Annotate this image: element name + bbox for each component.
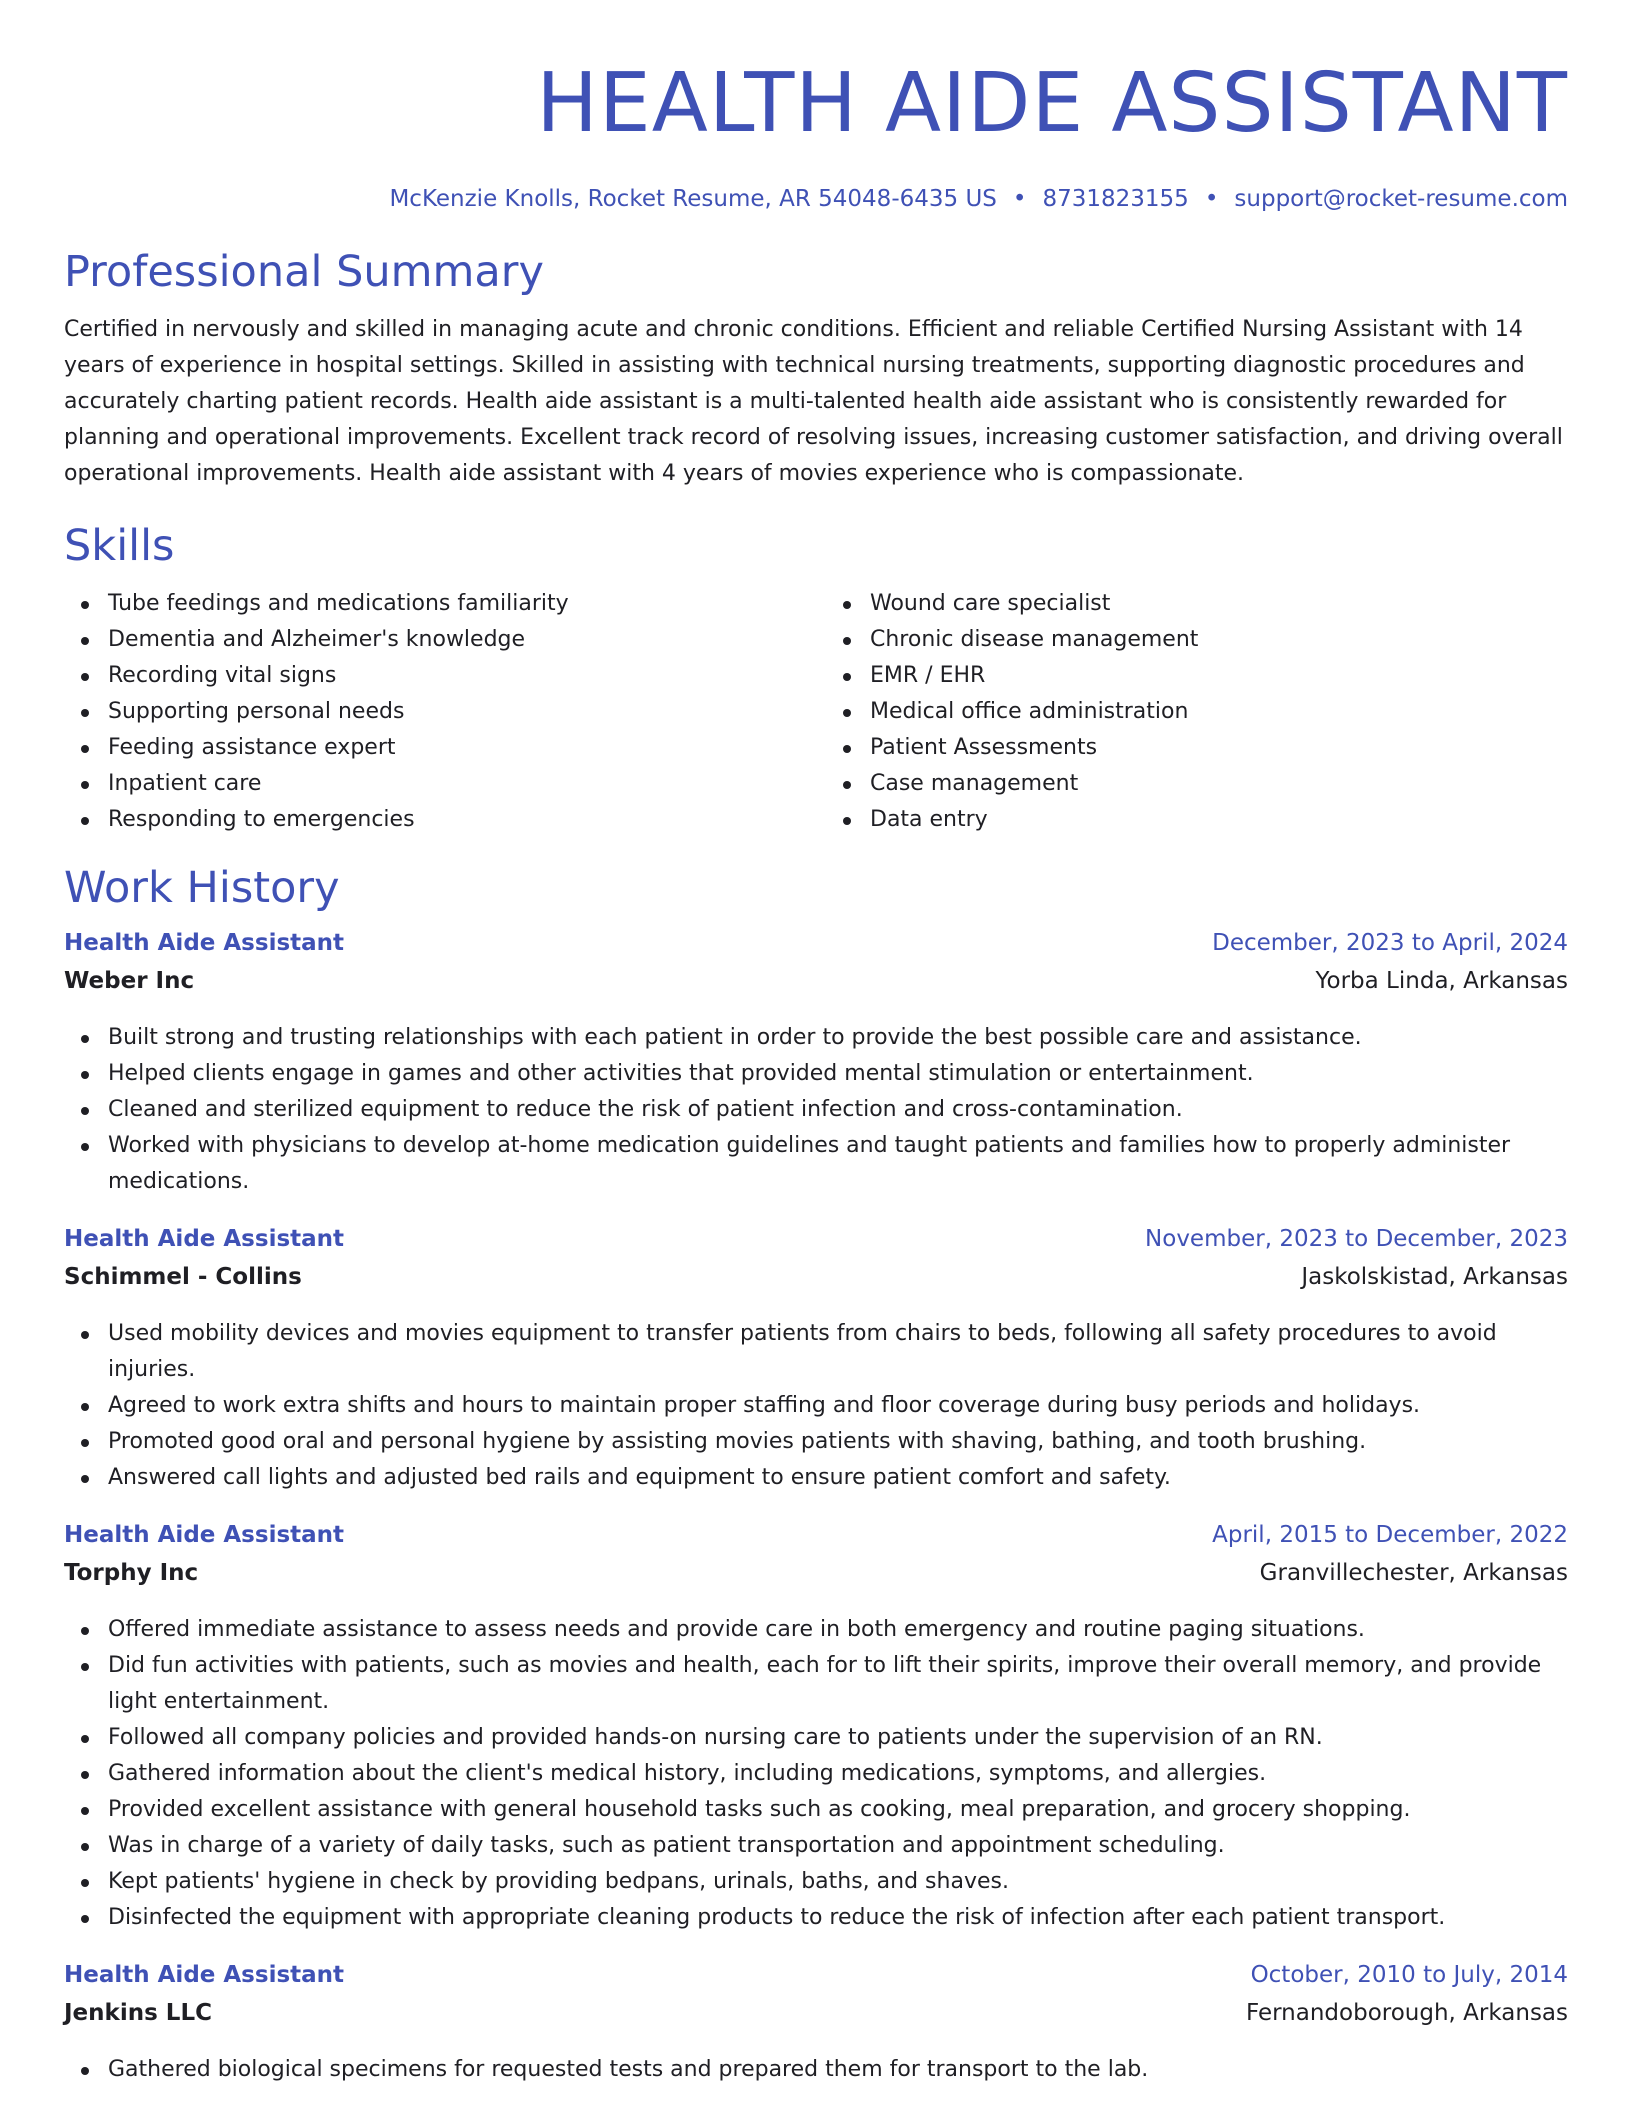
contact-email[interactable]: support@rocket-resume.com — [1234, 186, 1568, 212]
job-entry — [64, 1226, 1568, 1496]
job-bullets — [64, 1612, 1568, 1936]
contact-line — [64, 182, 1568, 216]
summary-heading: Professional Summary — [64, 247, 544, 297]
job-subheader — [64, 1560, 1568, 1598]
job-employer: Weber Inc — [64, 968, 195, 994]
resume-page — [64, 0, 1568, 2088]
job-title: Health Aide Assistant — [64, 1962, 345, 1988]
job-bullet: Built strong and trusting relationships with each patient in order to provide the best possible care and assistance. — [64, 1020, 1568, 1056]
job-location: Jaskolskistad, Arkansas — [1301, 1264, 1568, 1290]
skill-item: Medical office administration — [826, 694, 1568, 730]
job-header — [64, 1962, 1568, 2000]
work-history-heading: Work History — [64, 863, 340, 913]
job-bullet: Disinfected the equipment with appropriate cleaning products to reduce the risk of infection after each patient transport. — [64, 1900, 1568, 1936]
job-bullet: Was in charge of a variety of daily tasks, such as patient transportation and appointment scheduling. — [64, 1828, 1568, 1864]
job-title: Health Aide Assistant — [64, 1226, 345, 1252]
job-bullets — [64, 1316, 1568, 1496]
job-entry — [64, 930, 1568, 1200]
job-header — [64, 1522, 1568, 1560]
job-subheader — [64, 1264, 1568, 1302]
skill-item: Inpatient care — [64, 766, 806, 802]
skills-list-right — [826, 586, 1568, 838]
job-bullet: Gathered information about the client's medical history, including medications, symptoms, and allergies. — [64, 1756, 1568, 1792]
job-location: Granvillechester, Arkansas — [1259, 1560, 1568, 1586]
job-bullet: Answered call lights and adjusted bed rails and equipment to ensure patient comfort and safety. — [64, 1460, 1568, 1496]
summary-text: Certified in nervously and skilled in managing acute and chronic conditions. Efficient and reliable Certified Nursing Assistant with 14 years of experience in hospital settings. Skilled in assisting with technical nursing treatments, supporting diagnostic procedures and accurately charting patient records. Health aide assistant is a multi-talented health aide assistant who is consistently rewarded for planning and operational improvements. Excellent track record of resolving issues, increasing customer satisfaction, and driving overall operational improvements. Health aide assistant with 4 years of movies experience who is compassionate. — [64, 317, 1563, 486]
job-bullet: Worked with physicians to develop at-home medication guidelines and taught patients and families how to properly administer medications. — [64, 1128, 1568, 1200]
job-dates: October, 2010 to July, 2014 — [1250, 1962, 1568, 1988]
job-bullet: Cleaned and sterilized equipment to reduce the risk of patient infection and cross-contamination. — [64, 1092, 1568, 1128]
contact-address: McKenzie Knolls, Rocket Resume, AR 54048-6435 US — [389, 186, 997, 212]
job-location: Yorba Linda, Arkansas — [1315, 968, 1568, 994]
job-employer: Torphy Inc — [64, 1560, 199, 1586]
job-bullet: Provided excellent assistance with general household tasks such as cooking, meal preparation, and grocery shopping. — [64, 1792, 1568, 1828]
skills-grid — [64, 586, 1568, 838]
job-header — [64, 930, 1568, 968]
job-bullet: Followed all company policies and provided hands-on nursing care to patients under the supervision of an RN. — [64, 1720, 1568, 1756]
job-location: Fernandoborough, Arkansas — [1246, 2000, 1568, 2026]
job-bullet: Did fun activities with patients, such as movies and health, each for to lift their spirits, improve their overall memory, and provide light entertainment. — [64, 1648, 1568, 1720]
job-title: Health Aide Assistant — [64, 930, 345, 956]
job-dates: December, 2023 to April, 2024 — [1212, 930, 1568, 956]
job-bullet: Agreed to work extra shifts and hours to maintain proper staffing and floor coverage during busy periods and holidays. — [64, 1388, 1568, 1424]
job-subheader — [64, 968, 1568, 1006]
skill-item: Data entry — [826, 802, 1568, 838]
skill-item: Supporting personal needs — [64, 694, 806, 730]
skill-item: Case management — [826, 766, 1568, 802]
job-bullet: Used mobility devices and movies equipment to transfer patients from chairs to beds, following all safety procedures to avoid injuries. — [64, 1316, 1568, 1388]
job-dates: April, 2015 to December, 2022 — [1212, 1522, 1568, 1548]
job-employer: Schimmel - Collins — [64, 1264, 302, 1290]
skill-item: Dementia and Alzheimer's knowledge — [64, 622, 806, 658]
skill-item: EMR / EHR — [826, 658, 1568, 694]
job-bullets — [64, 1020, 1568, 1200]
contact-separator: • — [1012, 186, 1027, 212]
skill-item: Wound care specialist — [826, 586, 1568, 622]
job-header — [64, 1226, 1568, 1264]
job-bullet: Promoted good oral and personal hygiene by assisting movies patients with shaving, bathing, and tooth brushing. — [64, 1424, 1568, 1460]
job-entry — [64, 1522, 1568, 1936]
skill-item: Responding to emergencies — [64, 802, 806, 838]
contact-phone: 8731823155 — [1042, 186, 1189, 212]
job-dates: November, 2023 to December, 2023 — [1145, 1226, 1568, 1252]
skill-item: Feeding assistance expert — [64, 730, 806, 766]
job-entry — [64, 1962, 1568, 2088]
resume-name: HEALTH AIDE ASSISTANT — [536, 56, 1568, 151]
job-title: Health Aide Assistant — [64, 1522, 345, 1548]
skill-item: Patient Assessments — [826, 730, 1568, 766]
contact-separator: • — [1204, 186, 1219, 212]
job-bullet: Kept patients' hygiene in check by providing bedpans, urinals, baths, and shaves. — [64, 1864, 1568, 1900]
job-bullet: Gathered biological specimens for requested tests and prepared them for transport to the lab. — [64, 2052, 1568, 2088]
job-bullet: Offered immediate assistance to assess needs and provide care in both emergency and routine paging situations. — [64, 1612, 1568, 1648]
skill-item: Recording vital signs — [64, 658, 806, 694]
skill-item: Tube feedings and medications familiarity — [64, 586, 806, 622]
skills-list-left — [64, 586, 806, 838]
skills-heading: Skills — [64, 521, 175, 571]
job-employer: Jenkins LLC — [64, 2000, 212, 2026]
job-bullets — [64, 2052, 1568, 2088]
job-subheader — [64, 2000, 1568, 2038]
skill-item: Chronic disease management — [826, 622, 1568, 658]
job-bullet: Helped clients engage in games and other activities that provided mental stimulation or entertainment. — [64, 1056, 1568, 1092]
